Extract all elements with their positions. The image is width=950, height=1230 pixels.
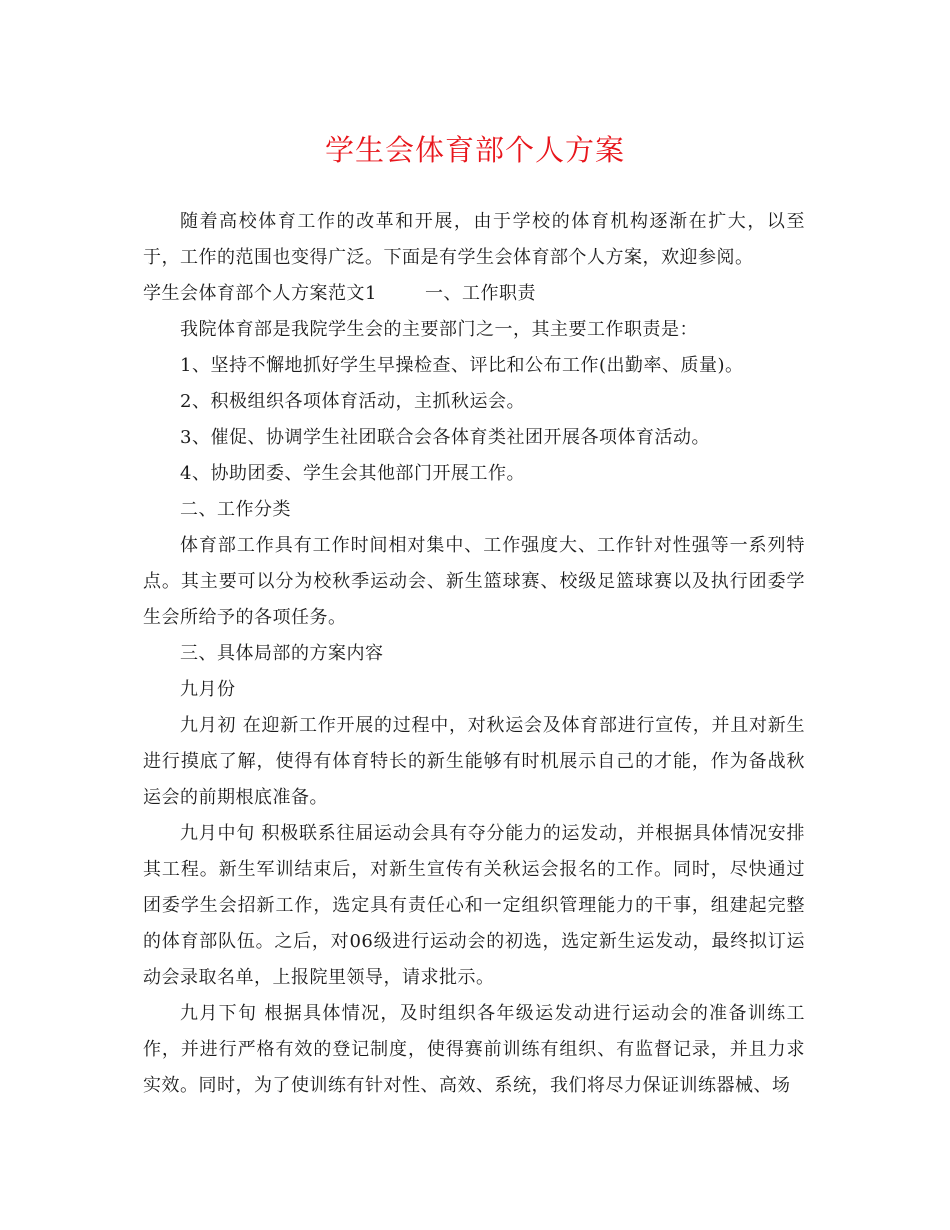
month-heading: 九月份 (180, 679, 236, 700)
document-title: 学生会体育部个人方案 (324, 133, 625, 167)
section2-paragraph: 体育部工作具有工作时间相对集中、工作强度大、工作针对性强等一系列特点。其主要可以分为校秋季运动会、新生篮球赛、校级足篮球赛以及执行团委学生会所给予的各项任务。 (143, 535, 805, 628)
intro-paragraph: 随着高校体育工作的改革和开展，由于学校的体育机构逐渐在扩大，以至于，工作的范围也变得广泛。下面是有学生会体育部个人方案，欢迎参阅。 (143, 211, 805, 268)
duty-item-3: 3、催促、协调学生社团联合会各体育类社团开展各项体育活动。 (180, 427, 710, 448)
section3-heading: 三、具体局部的方案内容 (180, 643, 384, 664)
sample-heading: 学生会体育部个人方案范文1 (143, 283, 377, 304)
section2-heading: 二、工作分类 (180, 499, 291, 520)
document-body (143, 204, 805, 1104)
early-september-paragraph: 九月初 在迎新工作开展的过程中，对秋运会及体育部进行宣传，并且对新生进行摸底了解，使得有体育特长的新生能够有时机展示自己的才能，作为备战秋运会的前期根底准备。 (143, 715, 805, 808)
mid-september-paragraph: 九月中旬 积极联系往届运动会具有夺分能力的运发动，并根据具体情况安排其工程。新生军训结束后，对新生宣传有关秋运会报名的工作。同时，尽快通过团委学生会招新工作，选定具有责任心和一定组织管理能力的干事，组建起完整的体育部队伍。之后，对06级进行运动会的初选，选定新生运发动，最终拟订运动会录取名单，上报院里领导，请求批示。 (143, 823, 805, 988)
duty-item-2: 2、积极组织各项体育活动，主抓秋运会。 (180, 391, 525, 412)
duty-item-1: 1、坚持不懈地抓好学生早操检查、评比和公布工作(出勤率、质量)。 (180, 355, 744, 376)
late-september-paragraph: 九月下旬 根据具体情况，及时组织各年级运发动进行运动会的准备训练工作，并进行严格有效的登记制度，使得赛前训练有组织、有监督记录，并且力求实效。同时，为了使训练有针对性、高效、系统，我们将尽力保证训练器械、场 (143, 1003, 805, 1096)
sample-heading-line (143, 276, 805, 312)
section1-heading: 一、工作职责 (424, 283, 536, 304)
duty-item-4: 4、协助团委、学生会其他部门开展工作。 (180, 463, 525, 484)
section1-intro: 我院体育部是我院学生会的主要部门之一，其主要工作职责是： (180, 319, 698, 340)
